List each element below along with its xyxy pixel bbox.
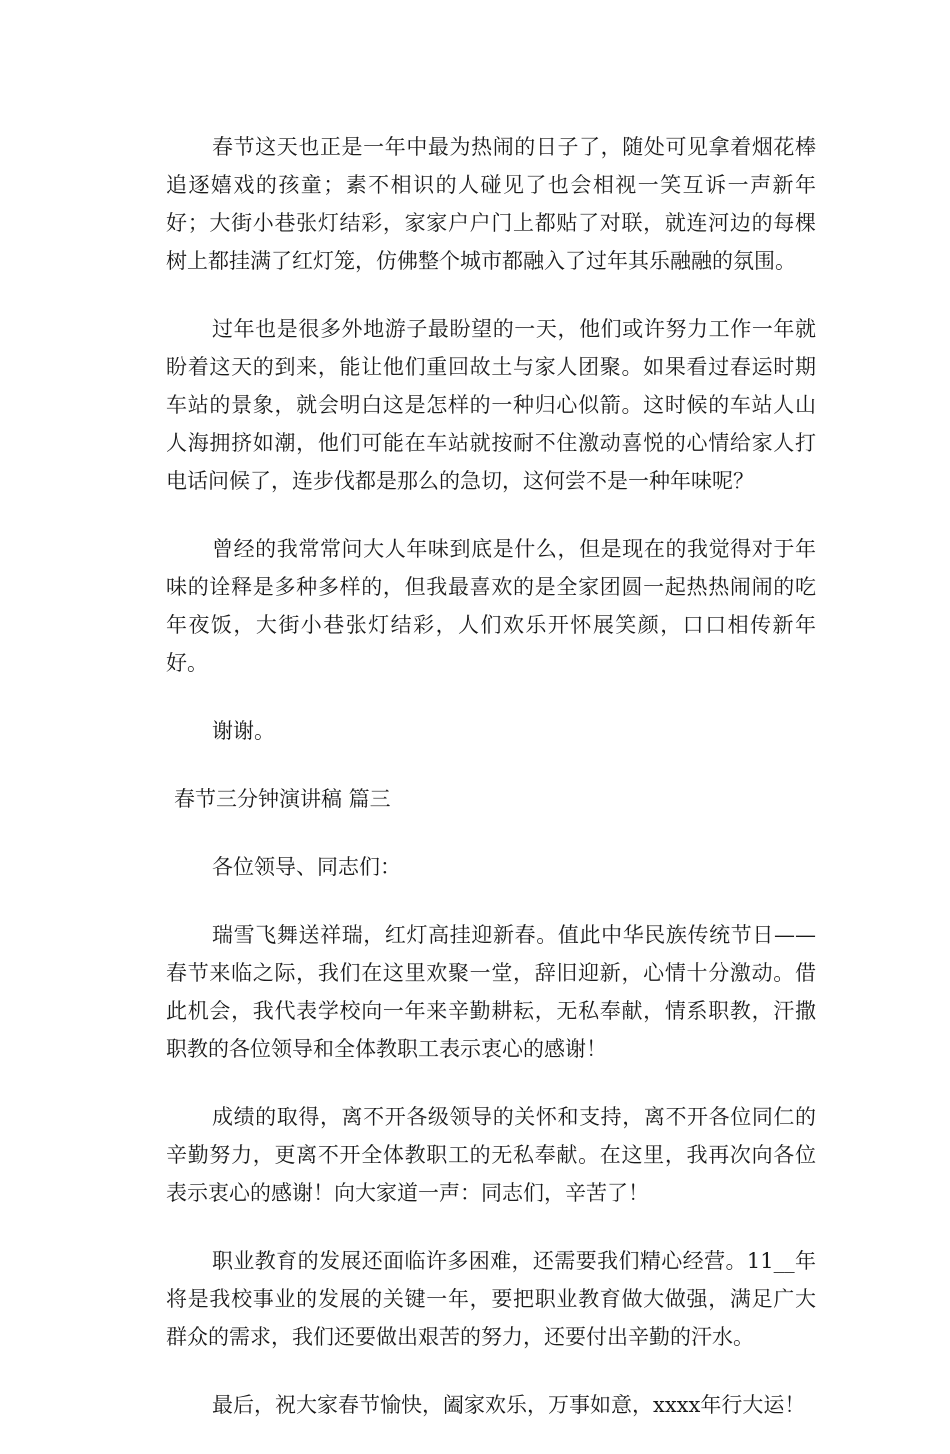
section-heading: 春节三分钟演讲稿 篇三	[174, 787, 391, 811]
paragraph-salutation: 各位领导、同志们：	[212, 855, 401, 879]
paragraph-closing-wishes: 最后，祝大家春节愉快，阖家欢乐，万事如意，xxxx年行大运！	[212, 1393, 806, 1417]
paragraph-future-development: 职业教育的发展还面临许多困难，还需要我们精心经营。11__年将是我校事业的发展的关键一年，要把职业教育做大做强，满足广大群众的需求，我们还要做出艰苦的努力，还要付出辛勤的汗水。	[166, 1249, 816, 1349]
paragraph-thanks: 谢谢。	[212, 719, 275, 743]
document-body	[166, 128, 816, 1454]
paragraph-festival-atmosphere: 春节这天也正是一年中最为热闹的日子了，随处可见拿着烟花棒追逐嬉戏的孩童；素不相识的人碰见了也会相视一笑互诉一声新年好；大街小巷张灯结彩，家家户户门上都贴了对联，就连河边的每棵树上都挂满了红灯笼，仿佛整个城市都融入了过年其乐融融的氛围。	[166, 135, 816, 273]
paragraph-travelers-return: 过年也是很多外地游子最盼望的一天，他们或许努力工作一年就盼着这天的到来，能让他们重回故土与家人团聚。如果看过春运时期车站的景象，就会明白这是怎样的一种归心似箭。这时候的车站人山人海拥挤如潮，他们可能在车站就按耐不住激动喜悦的心情给家人打电话问候了，连步伐都是那么的急切，这何尝不是一种年味呢？	[166, 317, 816, 493]
paragraph-greeting: 瑞雪飞舞送祥瑞，红灯高挂迎新春。值此中华民族传统节日——春节来临之际，我们在这里欢聚一堂，辞旧迎新，心情十分激动。借此机会，我代表学校向一年来辛勤耕耘，无私奉献，情系职教，汗撒职教的各位领导和全体教职工表示衷心的感谢！	[166, 923, 816, 1061]
paragraph-achievements: 成绩的取得，离不开各级领导的关怀和支持，离不开各位同仁的辛勤努力，更离不开全体教职工的无私奉献。在这里，我再次向各位表示衷心的感谢！向大家道一声：同志们，辛苦了！	[166, 1105, 816, 1205]
paragraph-meaning-of-new-year: 曾经的我常常问大人年味到底是什么，但是现在的我觉得对于年味的诠释是多种多样的，但我最喜欢的是全家团圆一起热热闹闹的吃年夜饭，大街小巷张灯结彩，人们欢乐开怀展笑颜，口口相传新年好。	[166, 537, 816, 675]
